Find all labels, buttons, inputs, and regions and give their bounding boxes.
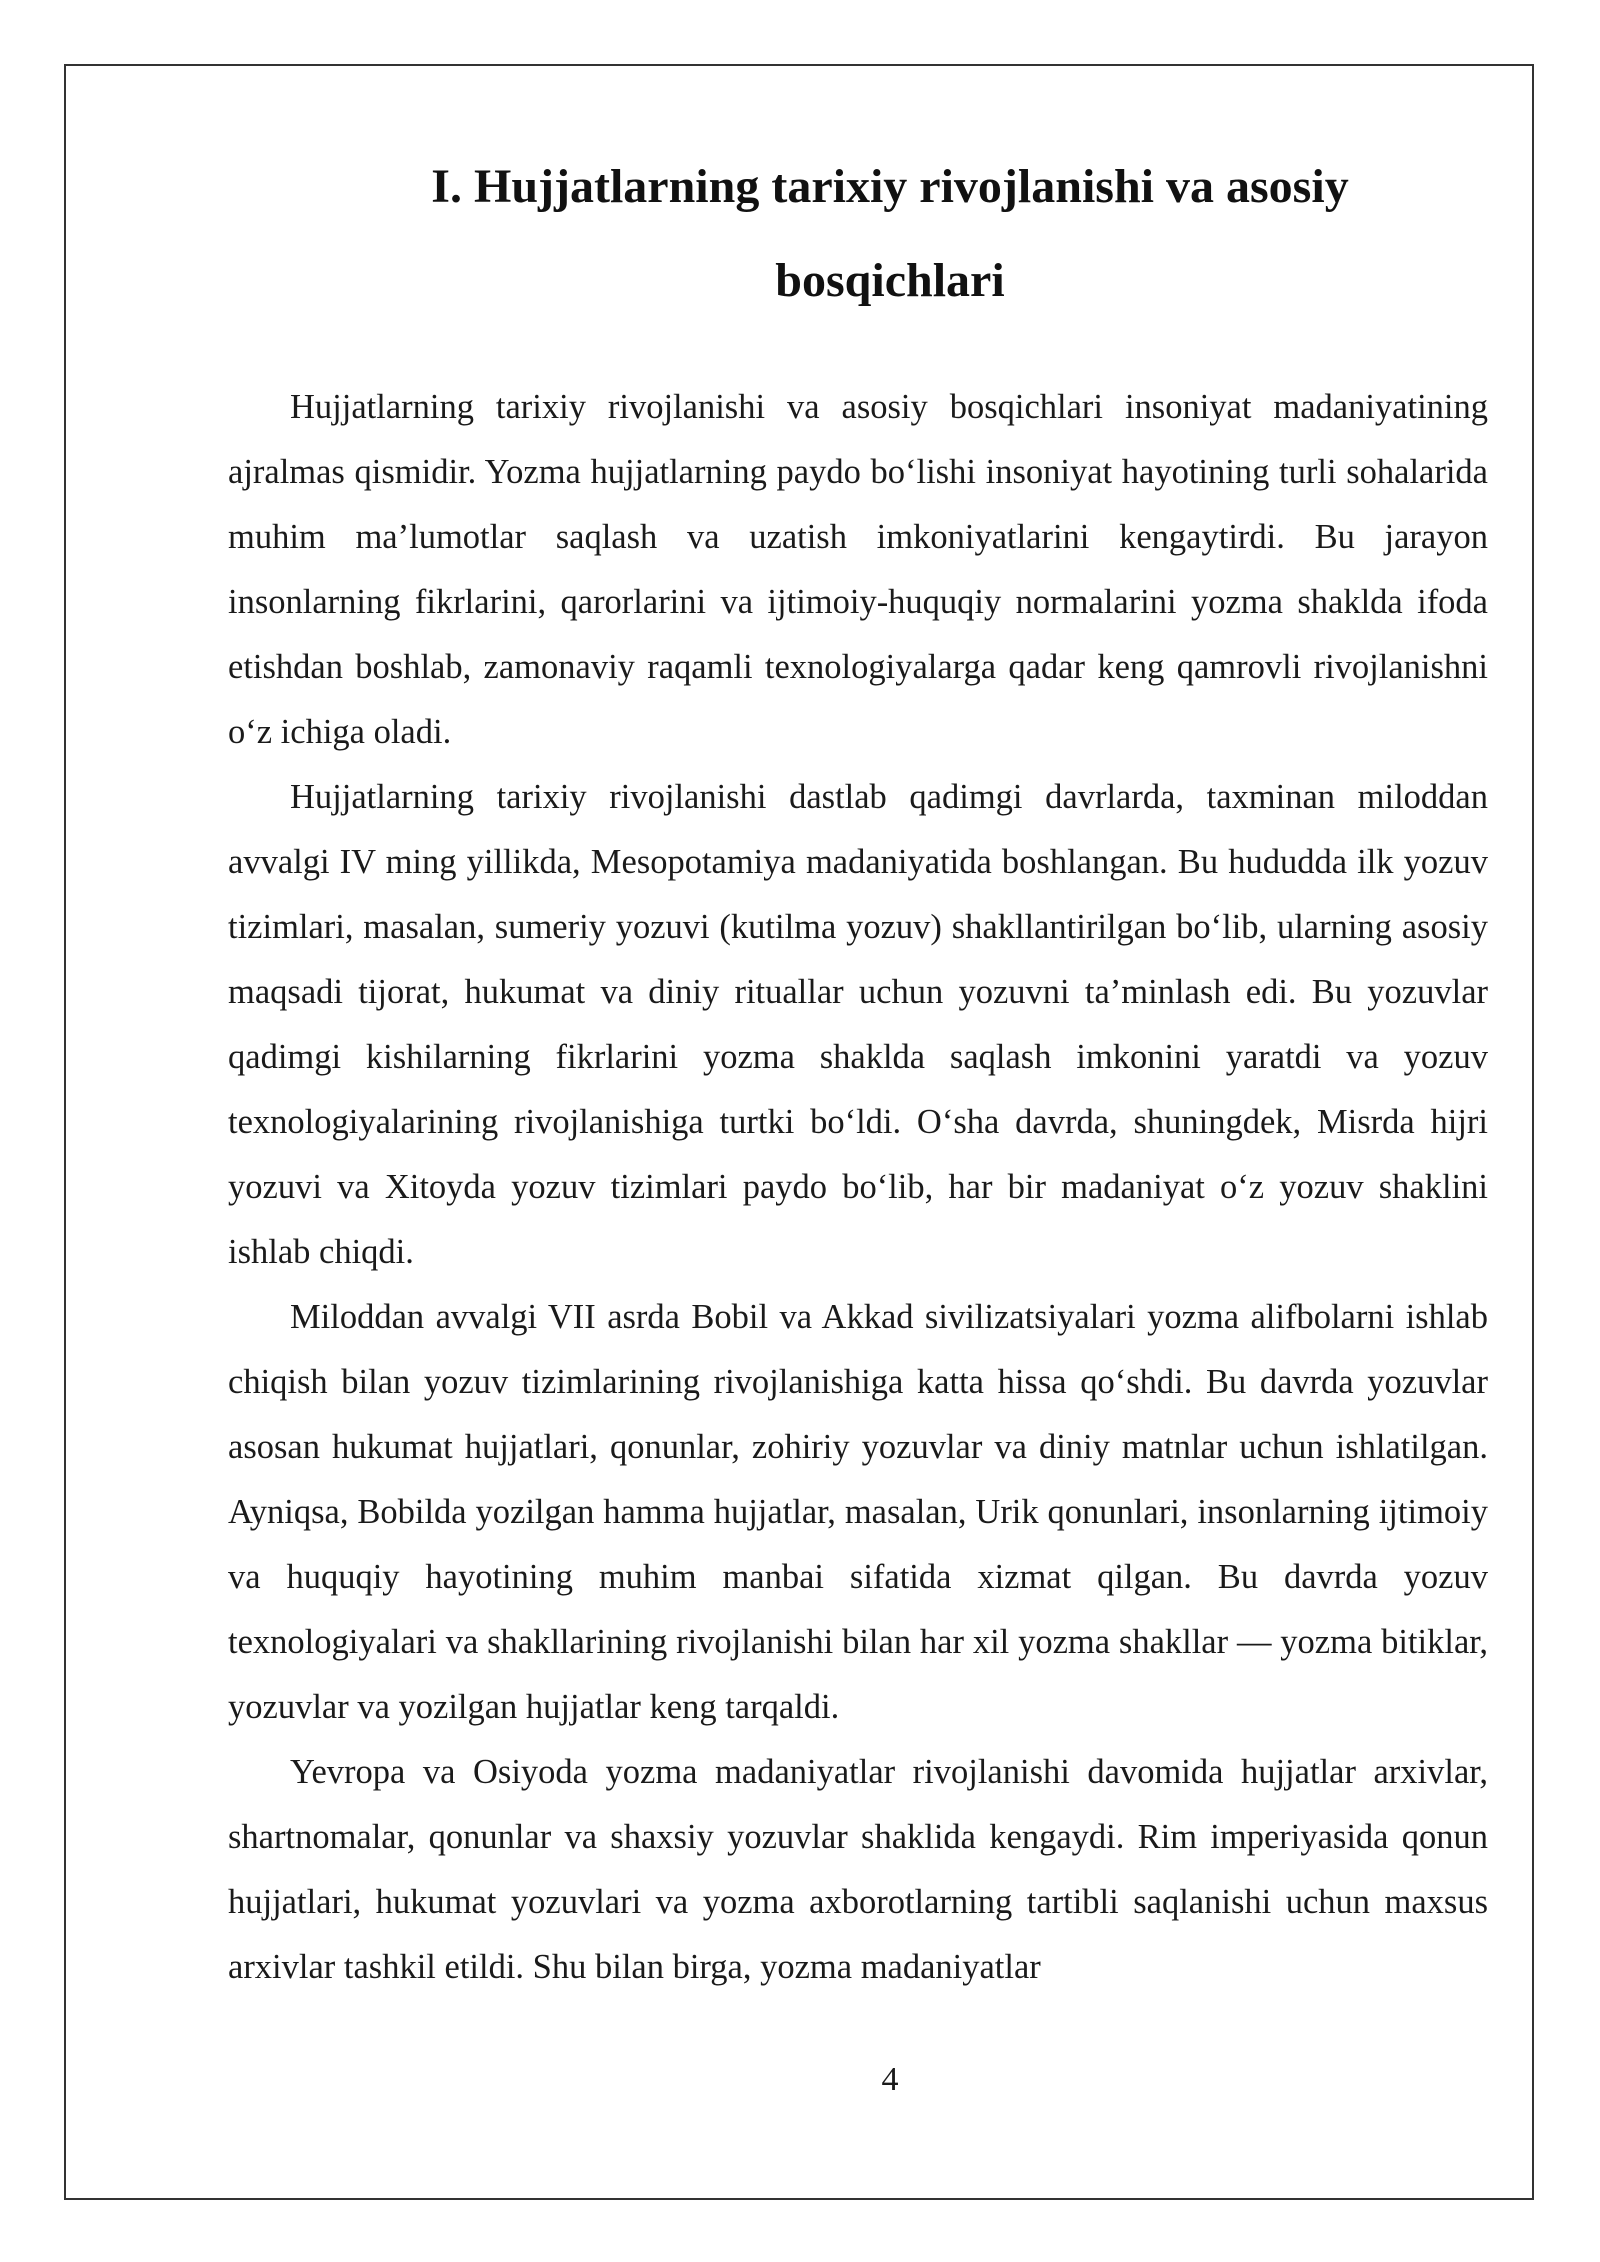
paragraph-4: Yevropa va Osiyoda yozma madaniyatlar rivojlanishi davomida hujjatlar arxivlar, shartnomalar, qonunlar va shaxsiy yozuvlar shaklida kengaydi. Rim imperiyasida qonun hujjatlari, hukumat yozuvlari va yozma axborotlarning tartibli saqlanishi uchun maxsus arxivlar tashkil etildi. Shu bilan birga, yozma madaniyatlar [228,1753,1488,1986]
page-number: 4 [881,2061,899,2098]
body-text [228,375,1488,2000]
paragraph-3: Miloddan avvalgi VII asrda Bobil va Akkad sivilizatsiyalari yozma alifbolarni ishlab chiqish bilan yozuv tizimlarining rivojlanishiga katta hissa qo‘shdi. Bu davrda yozuvlar asosan hukumat hujjatlari, qonunlar, zohiriy yozuvlar va diniy matnlar uchun ishlatilgan. Ayniqsa, Bobilda yozilgan hamma hujjatlar, masalan, Urik qonunlari, insonlarning ijtimoiy va huquqiy hayotining muhim manbai sifatida xizmat qilgan. Bu davrda yozuv texnologiyalari va shakllarining rivojlanishi bilan har xil yozma shakllar — yozma bitiklar, yozuvlar va yozilgan hujjatlar keng tarqaldi. [228,1298,1488,1726]
section-title: I. Hujjatlarning tarixiy rivojlanishi va asosiy bosqichlari [431,160,1349,307]
paragraph-2: Hujjatlarning tarixiy rivojlanishi dastlab qadimgi davrlarda, taxminan miloddan avvalgi IV ming yillikda, Mesopotamiya madaniyatida boshlangan. Bu hududda ilk yozuv tizimlari, masalan, sumeriy yozuvi (kutilma yozuv) shakllantirilgan bo‘lib, ularning asosiy maqsadi tijorat, hukumat va diniy rituallar uchun yozuvni ta’minlash edi. Bu yozuvlar qadimgi kishilarning fikrlarini yozma shaklda saqlash imkonini yaratdi va yozuv texnologiyalarining rivojlanishiga turtki bo‘ldi. O‘sha davrda, shuningdek, Misrda hijri yozuvi va Xitoyda yozuv tizimlari paydo bo‘lib, har bir madaniyat o‘z yozuv shaklini ishlab chiqdi. [228,778,1488,1271]
paragraph-1: Hujjatlarning tarixiy rivojlanishi va asosiy bosqichlari insoniyat madaniyatining ajralmas qismidir. Yozma hujjatlarning paydo bo‘lishi insoniyat hayotining turli sohalarida muhim ma’lumotlar saqlash va uzatish imkoniyatlarini kengaytirdi. Bu jarayon insonlarning fikrlarini, qarorlarini va ijtimoiy-huquqiy normalarini yozma shaklda ifoda etishdan boshlab, zamonaviy raqamli texnologiyalarga qadar keng qamrovli rivojlanishni o‘z ichiga oladi. [228,388,1488,751]
